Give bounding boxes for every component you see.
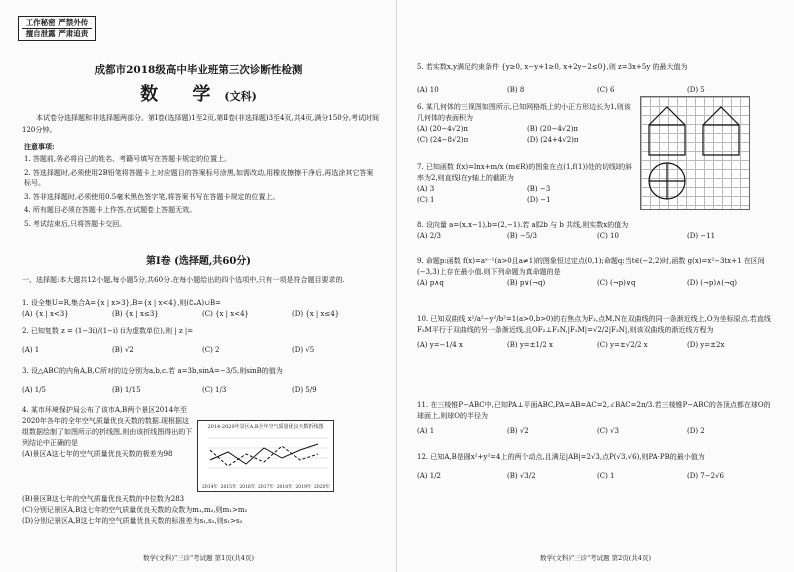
- section-heading: 一、选择题:本大题共12小题,每小题5分,共60分.在每小题给出的四个选项中,只有一项是符合题目要求的.: [22, 276, 345, 284]
- option-d: (D) 5: [687, 86, 705, 94]
- option-c: (C) {x | x<4}: [202, 310, 249, 318]
- question-4: [22, 405, 194, 460]
- option-b: (B) 1/15: [112, 386, 141, 394]
- subject-title: [0, 80, 397, 106]
- option-a: (A) 1/5: [22, 386, 47, 394]
- option-c: (C) (24−8√2)π: [417, 136, 469, 144]
- question-11: [417, 400, 777, 437]
- option-d: (D) y=±2x: [687, 341, 725, 349]
- option-b: (B)景区B这七年的空气质量优良天数的中位数为283: [22, 495, 185, 503]
- notes-heading: 注意事项:: [24, 142, 55, 151]
- chart-title: 2014-2020年景区A,B全年空气质量优良天数折线图: [207, 424, 324, 430]
- option-b: (B) (20−4√2)π: [527, 125, 579, 133]
- option-b: (B) 8: [507, 86, 525, 94]
- question-stem: 6. 某几何体的三视图如图所示,已知网格纸上的小正方形边长为1,则该几何体的表面积为: [417, 103, 631, 122]
- option-a: (A) y=−1/4 x: [417, 341, 463, 349]
- option-b: (B) p∨(¬q): [507, 279, 546, 287]
- question-stem: 8. 设向量 a=(x,x−1),b=(2,−1).若 a∥2b 与 b 共线,则实数x的值为: [417, 221, 629, 229]
- option-b: (B) −5/3: [507, 232, 537, 240]
- option-c: (C) 6: [597, 86, 615, 94]
- question-12: [417, 452, 777, 482]
- option-d: (D) √5: [292, 346, 315, 354]
- option-c: (C) 1: [597, 472, 615, 480]
- option-d: (D) 5/9: [292, 386, 317, 394]
- option-a: (A)景区A这七年的空气质量优良天数的极差为98: [22, 450, 173, 458]
- question-3: [22, 366, 382, 396]
- question-7: [417, 162, 637, 206]
- confidential-stamp: [18, 16, 96, 41]
- option-d: (D)分别记景区A,B这七年的空气质量优良天数的标准差为s₁,s₂,则s₁>s₂: [22, 517, 243, 525]
- option-c: (C) 1: [417, 196, 435, 204]
- chart-x-axis: [202, 484, 330, 490]
- option-d: (D) −11: [687, 232, 716, 240]
- option-d: (D) 2: [687, 427, 705, 435]
- option-d: (D) {x | x≤4}: [292, 310, 340, 318]
- option-d: (D) (¬p)∧(¬q): [687, 279, 738, 287]
- option-a: (A) 1: [417, 427, 435, 435]
- subject-name: 数 学: [140, 84, 225, 105]
- option-b: (B) √2: [507, 427, 529, 435]
- option-d: (D) (24+4√2)π: [527, 136, 579, 144]
- option-b: (B) y=±1/2 x: [507, 341, 553, 349]
- option-b: (B) −3: [527, 185, 551, 193]
- question-stem: 1. 设全集U=R,集合A={x | x>3},B={x | x<4},则(∁ᵤA)∪B=: [22, 299, 222, 307]
- stamp-line-2: 擅自泄露 严肃追责: [25, 29, 89, 38]
- intro-text: 本试卷分选择题和非选择题两部分。第Ⅰ卷(选择题)1至2页,第Ⅱ卷(非选择题)3至4页,共4页,满分150分,考试时间120分钟。: [22, 114, 379, 134]
- exam-title: 成都市2018级高中毕业班第三次诊断性检测: [94, 64, 303, 76]
- question-2: [22, 326, 382, 356]
- option-a: (A) 1: [22, 346, 40, 354]
- option-b: (B) √3/2: [507, 472, 536, 480]
- option-c: (C) (¬p)∨q: [597, 279, 636, 287]
- question-stem: 12. 已知A,B是圆x²+y²=4上的两个动点,且满足|AB|=2√3,点P(√3,√6),则PA·PB的最小值为: [417, 453, 705, 461]
- note-item: 3. 答非选择题时,必须使用0.5毫米黑色签字笔,将答案书写在答题卡规定的位置上。: [24, 192, 280, 201]
- volume-1-heading: 第Ⅰ卷 (选择题,共60分): [145, 256, 252, 267]
- question-stem: 4. 某市环境保护局公布了该市A,B两个景区2014年至2020年各年的全年空气质量优良天数的数据.现根据这组数据绘制了如图所示的折线图,则由该折线图得出的下列结论中正确的是: [22, 406, 193, 447]
- three-view-figure: [640, 96, 750, 210]
- option-c: (C) 10: [597, 232, 619, 240]
- question-5: [417, 62, 777, 96]
- x-tick-label: 2018年: [276, 485, 293, 490]
- option-c: (C) y=±√2/2 x: [597, 341, 648, 349]
- option-d: (D) 7−2√6: [687, 472, 724, 480]
- option-a: (A) p∧q: [417, 279, 444, 287]
- question-stem: 10. 已知双曲线 x²/a²−y²/b²=1(a>0,b>0)的右焦点为F₂,点M,N在双曲线的同一条渐近线上,O为坐标原点.若直线F₂M平行于双曲线的另一条渐近线,且OF₂⊥F₂N,|F₂M|=√2/2|F₂N|,则该双曲线的渐近线方程为: [417, 315, 771, 334]
- x-tick-label: 2015年: [220, 485, 237, 490]
- option-c: (C)分别记景区A,B这七年的空气质量优良天数的众数为m₁,m₂,则m₁>m₂: [22, 506, 248, 514]
- x-tick-label: 2019年: [295, 485, 312, 490]
- option-c: (C) 1/3: [202, 386, 227, 394]
- question-9: [417, 256, 777, 289]
- question-stem: 7. 已知函数 f(x)=lnx+m/x (m∈R)的图象在点(1,f(1))处的切线l的斜率为2,则直线l在y轴上的截距为: [417, 163, 633, 182]
- option-a: (A) (20−4√2)π: [417, 125, 468, 133]
- x-tick-label: 2016年: [239, 485, 256, 490]
- option-a: (A) 2/3: [417, 232, 442, 240]
- x-tick-label: 2014年: [202, 485, 218, 490]
- option-c: (C) √3: [597, 427, 619, 435]
- note-item: 2. 答选择题时,必须使用2B铅笔将答题卡上对应题目的答案标号涂黑,如需改动,用橡皮擦擦干净后,再选涂其它答案标号。: [24, 168, 374, 187]
- question-8: [417, 220, 777, 242]
- question-6: [417, 102, 637, 146]
- subject-note: (文科): [224, 90, 257, 103]
- three-view-drawing: [641, 97, 749, 209]
- line-chart-figure: [197, 420, 334, 492]
- option-a: (A) {x | x<3}: [22, 310, 69, 318]
- question-stem: 9. 命题p:函数 f(x)=aˣ⁻¹(a>0且a≠1)的图象恒过定点(0,1);命题q:当t∈(−2,2)时,函数 g(x)=x²−3tx+1 在区间(−3,3)上存在最小值.则下列命题为真命题的是: [417, 257, 765, 276]
- option-a: (A) 10: [417, 86, 439, 94]
- question-1: [22, 298, 382, 320]
- x-tick-label: 2017年: [258, 485, 274, 490]
- note-item: 4. 所有题目必须在答题卡上作答,在试题卷上答题无效。: [24, 206, 197, 214]
- option-c: (C) 2: [202, 346, 220, 354]
- x-tick-label: 2020年: [314, 485, 330, 490]
- option-d: (D) −1: [527, 196, 551, 204]
- notes-list: [24, 154, 380, 232]
- chart-lines: [198, 430, 333, 488]
- option-b: (B) √2: [112, 346, 134, 354]
- option-a: (A) 3: [417, 185, 435, 193]
- question-stem: 3. 设△ABC的内角A,B,C所对的边分别为a,b,c.若 a=3b,sinA=−3/5,则sinB的值为: [22, 367, 283, 375]
- stamp-line-1: 工作秘密 严禁外传: [22, 18, 92, 29]
- page-2: [397, 0, 794, 572]
- note-item: 5. 考试结束后,只将答题卡交回。: [24, 219, 127, 228]
- footer-page-2: 数学(文科)"三诊"考试题 第2页(共4页): [540, 554, 651, 562]
- option-b: (B) {x | x≤3}: [112, 310, 159, 318]
- question-stem: 11. 在三棱锥P−ABC中,已知PA⊥平面ABC,PA=AB=AC=2,∠BAC=2π/3.若三棱锥P−ABC的各顶点都在球O的球面上,则球O的半径为: [417, 401, 771, 420]
- footer-page-1: 数学(文科)"三诊"考试题 第1页(共4页): [143, 554, 254, 562]
- option-a: (A) 1/2: [417, 472, 442, 480]
- question-10: [417, 314, 777, 351]
- question-stem: 5. 若实数x,y满足约束条件 {y≥0, x−y+1≥0, x+2y−2≤0},则 z=3x+5y 的最大值为: [417, 63, 688, 71]
- note-item: 1. 答题前,务必将自己的姓名、考籍号填写在答题卡规定的位置上。: [24, 155, 232, 163]
- question-stem: 2. 已知复数 z = (1−3i)/(1−i) (i为虚数单位),则 | z |=: [22, 327, 194, 335]
- question-4-options: [22, 494, 382, 527]
